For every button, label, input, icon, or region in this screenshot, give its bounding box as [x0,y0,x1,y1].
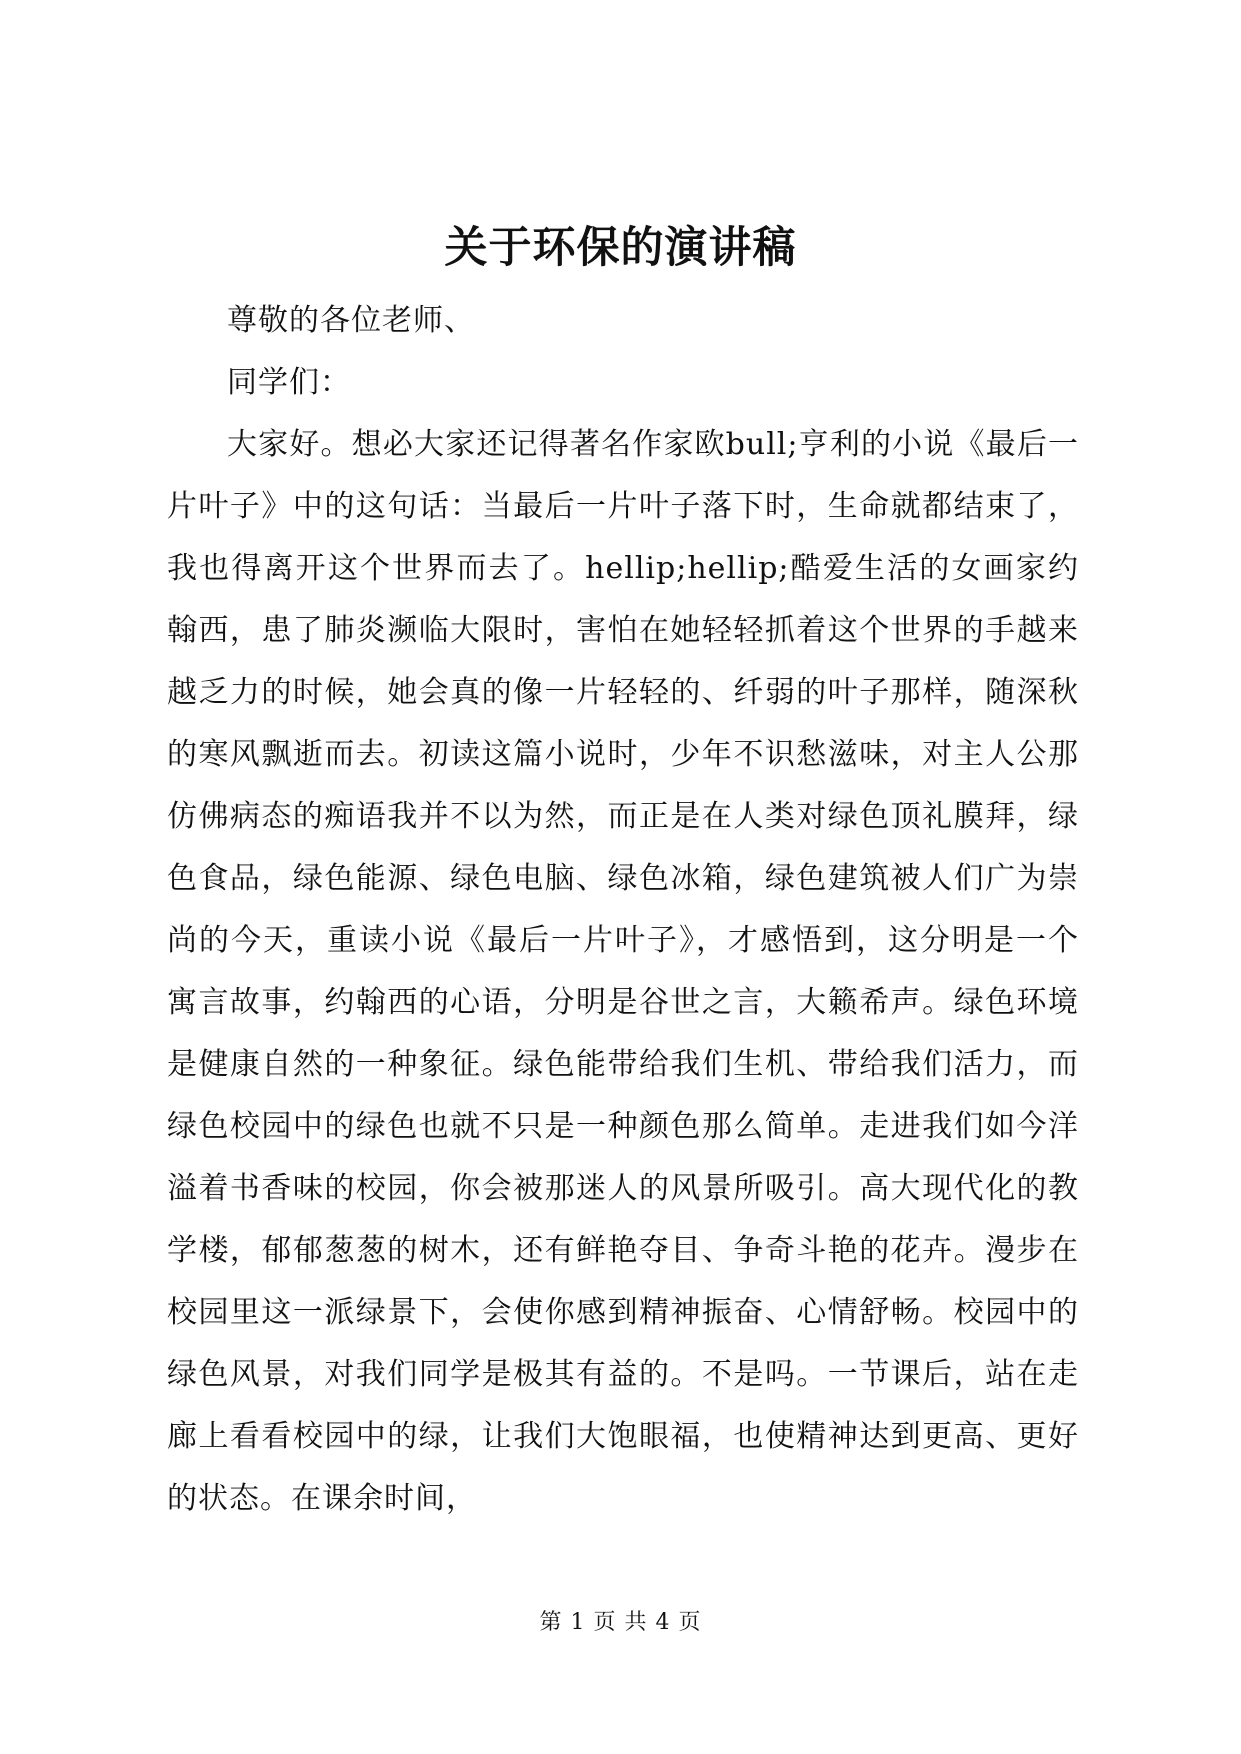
salutation-line-1: 尊敬的各位老师、 [227,303,475,338]
document-body [167,290,1079,1530]
document-title: 关于环保的演讲稿 [444,223,797,273]
body-paragraph: 大家好。想必大家还记得著名作家欧bull;亨利的小说《最后一片叶子》中的这句话：当最后一片叶子落下时，生命就都结束了，我也得离开这个世界而去了。hellip;hellip;酷爱生活的女画家约翰西，患了肺炎濒临大限时，害怕在她轻轻抓着这个世界的手越来越乏力的时候，她会真的像一片轻轻的、纤弱的叶子那样，随深秋的寒风飘逝而去。初读这篇小说时，少年不识愁滋味，对主人公那仿佛病态的痴语我并不以为然，而正是在人类对绿色顶礼膜拜，绿色食品，绿色能源、绿色电脑、绿色冰箱，绿色建筑被人们广为崇尚的今天，重读小说《最后一片叶子》，才感悟到，这分明是一个寓言故事，约翰西的心语，分明是谷世之言，大籁希声。绿色环境是健康自然的一种象征。绿色能带给我们生机、带给我们活力，而绿色校园中的绿色也就不只是一种颜色那么简单。走进我们如今洋溢着书香味的校园，你会被那迷人的风景所吸引。高大现代化的教学楼，郁郁葱葱的树木，还有鲜艳夺目、争奇斗艳的花卉。漫步在校园里这一派绿景下，会使你感到精神振奋、心情舒畅。校园中的绿色风景，对我们同学是极其有益的。不是吗。一节课后，站在走廊上看看校园中的绿，让我们大饱眼福，也使精神达到更高、更好的状态。在课余时间， [167,427,1079,1516]
page-number-footer: 第 1 页 共 4 页 [539,1610,702,1635]
salutation-line-2: 同学们： [227,365,351,400]
